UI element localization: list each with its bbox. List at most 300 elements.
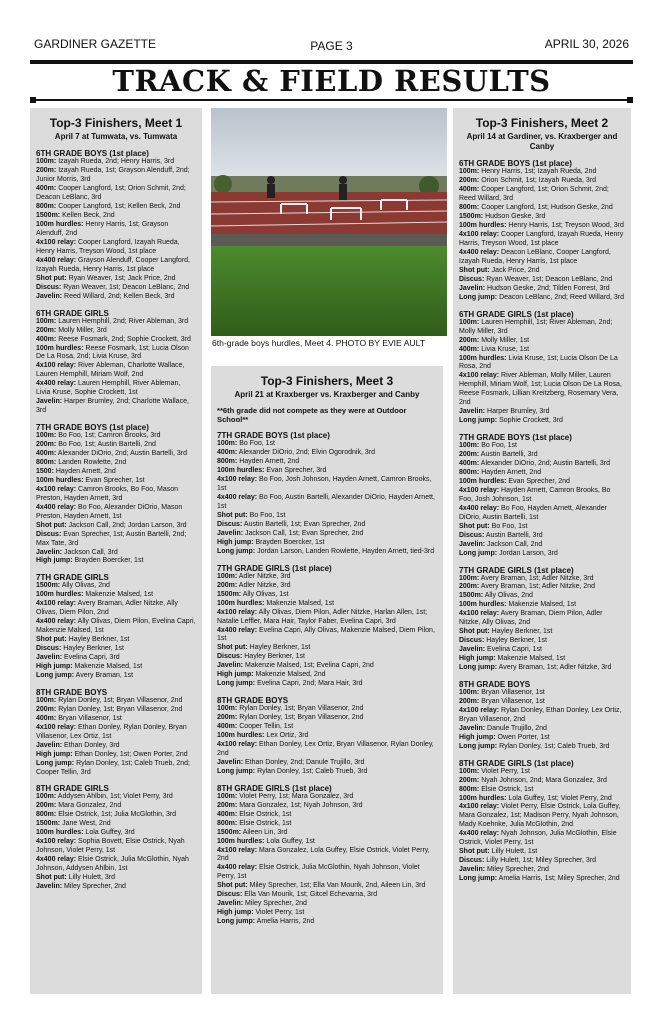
- event-finishers: Henry Harris, 1st; Treyson Wood, 3rd: [508, 222, 624, 230]
- event-result: [459, 777, 625, 786]
- event-result: [36, 591, 196, 600]
- event-name: 1500m:: [36, 820, 61, 828]
- event-finishers: Bryan Villasenor, 1st: [58, 714, 122, 722]
- event-name: 100m hurdles:: [217, 599, 265, 607]
- event-result: [459, 830, 625, 848]
- event-finishers: Camron Brooks, Bo Foo, Mason Preston, Hayden Arnett, 3rd: [36, 485, 179, 502]
- event-name: Shot put:: [459, 628, 490, 636]
- event-name: 800m:: [217, 458, 238, 466]
- event-finishers: Cooper Langford, 1st; Hudson Geske, 2nd: [481, 204, 613, 212]
- event-finishers: Molly Miller, 3rd: [58, 326, 107, 334]
- event-finishers: Elsie Ostrick, 1st: [239, 819, 292, 827]
- event-result: [36, 504, 196, 522]
- event-result: [459, 646, 625, 655]
- event-finishers: Austin Bartelli, 3rd: [485, 531, 543, 539]
- event-name: 100m:: [36, 158, 57, 166]
- event-name: 4x100 relay:: [459, 803, 500, 811]
- event-name: 100m:: [459, 168, 480, 176]
- event-name: 200m:: [459, 583, 480, 591]
- event-name: Javelin:: [459, 646, 486, 654]
- event-result: [36, 883, 196, 892]
- event-name: 4x400 relay:: [459, 248, 500, 256]
- event-name: 4x100 relay:: [36, 362, 77, 370]
- event-name: 100m hurdles:: [459, 477, 507, 485]
- event-name: Shot put:: [36, 274, 67, 282]
- event-name: 800m:: [36, 458, 57, 466]
- event-result: [36, 432, 196, 441]
- event-result: [217, 864, 437, 882]
- event-result: [36, 618, 196, 636]
- event-result: [217, 793, 437, 802]
- event-result: [36, 706, 196, 715]
- event-finishers: Evelina Capri, Ally Olivas, Makenzie Malsed, Diem Pilon, 1st: [217, 626, 435, 643]
- event-finishers: Bo Foo, 1st: [249, 512, 286, 520]
- event-finishers: Cooper Langford, Izayah Rueda, Henry Harris, Treyson Wood, 1st place: [36, 238, 180, 255]
- event-name: 400m:: [217, 810, 238, 818]
- event-name: Shot put:: [36, 874, 67, 882]
- headline: TRACK & FIELD RESULTS: [112, 64, 551, 98]
- event-finishers: Aileen Lin, 3rd: [242, 828, 288, 836]
- event-finishers: Austin Bartelli, 1st; Evan Sprecher, 2nd: [243, 520, 366, 528]
- event-result: [217, 900, 437, 909]
- event-finishers: Hayden Arnett, 2nd: [55, 467, 116, 475]
- event-name: Javelin:: [36, 883, 63, 891]
- event-name: 100m hurdles:: [36, 829, 84, 837]
- event-name: 4x400 relay:: [217, 494, 258, 502]
- event-finishers: Lola Guffey, 3rd: [85, 829, 135, 837]
- event-name: 200m:: [217, 714, 238, 722]
- event-finishers: Jordan Larson, 3rd: [499, 549, 558, 557]
- event-name: 200m:: [217, 801, 238, 809]
- event-finishers: Evelina Capri, 3rd: [64, 654, 120, 662]
- event-name: 100m:: [36, 696, 57, 704]
- event-name: 1500m:: [459, 592, 484, 600]
- event-name: Long jump:: [217, 680, 256, 688]
- event-result: [459, 689, 625, 698]
- event-result: [36, 275, 196, 284]
- event-finishers: Landen Rowlette, 2nd: [58, 458, 127, 466]
- event-result: [36, 486, 196, 504]
- event-result: [459, 725, 625, 734]
- event-finishers: Deacon LeBlanc, 2nd; Reed Willard, 3rd: [499, 293, 624, 301]
- event-result: [459, 664, 625, 673]
- event-finishers: Izayah Rueda, 1st; Grayson Alenduff, 2nd; Junior Morris, 3rd: [36, 167, 190, 184]
- event-name: 200m:: [36, 802, 57, 810]
- section-heading: 8TH GRADE BOYS: [459, 680, 531, 689]
- event-result: [36, 672, 196, 681]
- event-result: [459, 698, 625, 707]
- event-name: 4x400 relay:: [217, 864, 258, 872]
- event-result: [217, 714, 437, 723]
- event-finishers: Hayden Arnett, Camron Brooks, Bo Foo, Josh Johnson, 1st: [459, 486, 611, 503]
- event-name: 800m:: [459, 785, 480, 793]
- event-finishers: Ryan Weaver, 1st; Deacon LeBlanc, 2nd: [63, 283, 190, 291]
- event-finishers: Violet Perry, 1st; Mara Gonzalez, 3rd: [239, 792, 354, 800]
- event-result: [36, 212, 196, 221]
- event-finishers: Avery Braman, 1st: [75, 671, 134, 679]
- event-result: [36, 239, 196, 257]
- event-finishers: Lauren Hemphill, River Ableman, Livia Kruse, Sophie Crockett, 1st: [36, 380, 181, 397]
- event-result: [36, 874, 196, 883]
- event-result: [217, 609, 437, 627]
- event-name: 200m:: [459, 697, 480, 705]
- event-finishers: Amelia Harris, 1st; Miley Sprecher, 2nd: [498, 875, 620, 883]
- event-finishers: Hayley Berkner, 1st: [491, 628, 553, 636]
- event-result: [217, 741, 437, 759]
- event-result: [217, 891, 437, 900]
- event-name: Javelin:: [217, 662, 244, 670]
- event-name: Discus:: [36, 283, 62, 291]
- section-heading: 6TH GRADE BOYS (1st place): [459, 159, 572, 169]
- event-name: 100m hurdles:: [459, 601, 507, 609]
- event-finishers: Kellen Beck, 2nd: [62, 212, 115, 220]
- event-result: [459, 346, 625, 355]
- section-heading: 6TH GRADE GIRLS (1st place): [459, 309, 574, 319]
- event-result: [459, 601, 625, 610]
- event-result: [459, 866, 625, 875]
- event-finishers: Orion Schmit, 1st; Izayah Rueda, 3rd: [481, 177, 596, 185]
- event-finishers: Ethan Donley, Rylan Donley, Bryan Villasenor, Lex Ortiz, 1st: [36, 723, 187, 740]
- event-result: [36, 477, 196, 486]
- event-finishers: Cooper Langford, 1st; Orion Schmit, 2nd; Deacon LeBlanc, 3rd: [36, 185, 186, 202]
- event-finishers: Brayden Boercker, 1st: [255, 538, 325, 546]
- event-finishers: Makenzie Malsed, 2nd: [255, 671, 326, 679]
- event-result: [36, 838, 196, 856]
- event-finishers: Lex Ortiz, 3rd: [266, 732, 309, 740]
- event-name: 200m:: [36, 705, 57, 713]
- event-result: [459, 267, 625, 276]
- event-name: 200m:: [36, 167, 57, 175]
- event-finishers: Miley Sprecher, 2nd: [245, 900, 307, 908]
- event-finishers: Avery Braman, Diem Pilon, Adler Nitzke, Ally Olivas, 2nd: [459, 610, 603, 627]
- event-finishers: Harper Brumley, 3rd: [487, 408, 550, 416]
- event-name: Shot put:: [217, 882, 248, 890]
- event-finishers: Hudson Geske, 3rd: [485, 213, 546, 221]
- event-name: 100m:: [217, 705, 238, 713]
- event-name: Javelin:: [217, 758, 244, 766]
- event-result: [36, 856, 196, 874]
- event-result: [217, 829, 437, 838]
- event-result: [217, 882, 437, 891]
- event-finishers: Alexander DiOrio, 2nd; Elvin Ogorodnik, 3rd: [238, 449, 375, 457]
- event-result: [36, 697, 196, 706]
- event-finishers: Jane West, 2nd: [62, 820, 111, 828]
- event-finishers: River Ableman, Molly Miller, Lauren Hemphill, Miriam Wolf, 1st; Lucia Olson De La Rosa, Reese Fosmark, Lillian Kreitzberg, Rosemary Vera, 2nd: [459, 372, 622, 407]
- event-result: [459, 550, 625, 559]
- event-result: [459, 487, 625, 505]
- photo-caption: 6th-grade boys hurdles, Meet 4. PHOTO BY EVIE AULT: [212, 338, 426, 348]
- event-finishers: Owen Porter, 1st: [497, 733, 550, 741]
- event-name: Javelin:: [217, 900, 244, 908]
- event-finishers: Lilly Hulett, 3rd: [68, 874, 115, 882]
- event-name: 200m:: [36, 441, 57, 449]
- event-name: 400m:: [459, 345, 480, 353]
- event-result: [36, 345, 196, 363]
- event-result: [459, 294, 625, 303]
- event-result: [459, 168, 625, 177]
- event-finishers: Henry Harris, 1st; Izayah Rueda, 2nd: [481, 168, 597, 176]
- section-heading: 7TH GRADE BOYS (1st place): [36, 423, 149, 433]
- event-result: [36, 751, 196, 760]
- section-heading: 8TH GRADE GIRLS: [36, 784, 109, 794]
- event-finishers: Bo Foo, 1st; Austin Bartelli, 2nd: [58, 441, 156, 449]
- event-finishers: Makenzie Malsed, 1st: [74, 663, 143, 670]
- event-finishers: Avery Braman, 1st; Adler Nitzke, 3rd: [498, 664, 612, 672]
- event-result: [217, 811, 437, 820]
- event-name: Javelin:: [459, 866, 486, 874]
- event-result: [217, 548, 437, 557]
- event-finishers: Hayley Berkner, 1st: [244, 653, 305, 661]
- event-result: [36, 450, 196, 459]
- meet-note: **6th grade did not compete as they were at Outdoor School**: [217, 406, 407, 425]
- event-result: [459, 707, 625, 725]
- event-name: Long jump:: [459, 742, 498, 750]
- event-result: [36, 531, 196, 549]
- page-number: PAGE 3: [310, 39, 353, 53]
- meet2-column: [453, 108, 631, 994]
- event-finishers: Jordan Larson, Landen Rowlette, Hayden Arnett, tied-3rd: [257, 547, 435, 555]
- event-name: 4x400 relay:: [459, 830, 500, 838]
- event-finishers: Rylan Donley, 1st; Bryan Villasenor, 2nd: [58, 705, 183, 713]
- event-finishers: Deacon LeBlanc, Cooper Langford, Izayah Rueda, Henry Harris, 1st place: [459, 248, 611, 265]
- event-name: Javelin:: [459, 408, 486, 416]
- event-finishers: Ryan Weaver, 1st; Jack Price, 2nd: [68, 274, 176, 282]
- event-finishers: Izayah Rueda, 2nd; Henry Harris, 3rd: [58, 158, 175, 166]
- section-heading: 7TH GRADE GIRLS: [36, 573, 109, 583]
- event-name: High jump:: [459, 733, 496, 741]
- event-name: 100m:: [459, 574, 480, 582]
- event-finishers: Lilly Hulett, 1st; Miley Sprecher, 3rd: [486, 857, 596, 865]
- event-result: [36, 600, 196, 618]
- event-name: 100m:: [459, 318, 480, 326]
- event-finishers: Violet Perry, 1st: [481, 767, 530, 775]
- event-result: [459, 875, 625, 884]
- meet-title: Top-3 Finishers, Meet 1: [49, 116, 183, 130]
- event-name: 4x100 relay:: [217, 608, 258, 616]
- event-finishers: Miley Sprecher, 2nd: [487, 866, 549, 874]
- event-result: [36, 293, 196, 302]
- event-result: [217, 732, 437, 741]
- event-finishers: Danule Trujillo, 2nd: [487, 724, 547, 732]
- event-name: 800m:: [459, 204, 480, 212]
- event-result: [459, 637, 625, 646]
- event-finishers: Harper Brumley, 2nd; Charlotte Wallace, 3rd: [36, 398, 189, 415]
- event-name: 4x400 relay:: [36, 618, 77, 626]
- event-name: Long jump:: [459, 549, 498, 557]
- event-name: Javelin:: [217, 529, 244, 537]
- meet3-column: [211, 366, 443, 994]
- event-result: [217, 458, 437, 467]
- event-result: [36, 257, 196, 275]
- event-finishers: Elsie Ostrick, 1st: [481, 785, 534, 793]
- event-finishers: Rylan Donley, 1st; Caleb Trueb, 3rd: [257, 767, 368, 775]
- event-result: [36, 760, 196, 778]
- event-name: Javelin:: [459, 540, 486, 548]
- event-finishers: Violet Perry, 1st: [255, 909, 305, 917]
- event-finishers: Rylan Donley, 1st; Bryan Villasenor, 2nd: [239, 714, 364, 722]
- event-finishers: Elsie Ostrick, Julia McGlothin, Nyah Johnson, Violet Perry, 1st: [217, 864, 420, 881]
- event-finishers: Nyah Johnson, 2nd; Mara Gonzalez, 3rd: [481, 776, 607, 784]
- event-finishers: Sophia Bovett, Elsie Ostrick, Nyah Johnson, Violet Perry, 1st: [36, 838, 185, 855]
- event-name: Discus:: [36, 645, 62, 653]
- event-name: 800m:: [36, 811, 57, 819]
- event-result: [36, 158, 196, 167]
- event-name: 200m:: [459, 776, 480, 784]
- event-result: [459, 795, 625, 804]
- event-finishers: Ryan Weaver, 1st; Deacon LeBlanc, 2nd: [486, 275, 613, 283]
- event-name: 4x100 relay:: [459, 610, 500, 618]
- event-finishers: Ethan Donley, Lex Ortiz, Bryan Villasenor, Rylan Donley, 2nd: [217, 740, 434, 757]
- event-name: Javelin:: [36, 654, 63, 662]
- event-finishers: Evan Sprecher, 1st: [85, 476, 145, 484]
- event-finishers: Rylan Donley, 1st; Bryan Villasenor, 2nd: [239, 705, 364, 713]
- event-finishers: Alexander DiOrio, 2nd; Austin Bartelli, 3rd: [480, 460, 610, 468]
- event-result: [217, 600, 437, 609]
- event-result: [36, 802, 196, 811]
- event-result: [217, 521, 437, 530]
- event-name: Discus:: [459, 531, 485, 539]
- event-name: Long jump:: [36, 671, 75, 679]
- event-result: [217, 723, 437, 732]
- event-finishers: Hayley Berkner, 1st: [486, 637, 547, 645]
- event-result: [459, 857, 625, 866]
- event-finishers: Cooper Tellin, 1st: [239, 723, 294, 731]
- event-finishers: Hayley Berkner, 1st: [68, 636, 130, 644]
- event-name: 100m:: [217, 792, 238, 800]
- paper-name: GARDINER GAZETTE: [34, 37, 157, 51]
- event-result: [459, 408, 625, 417]
- event-finishers: Makenzie Malsed, 1st: [85, 591, 154, 599]
- event-result: [217, 847, 437, 865]
- event-name: 400m:: [36, 714, 57, 722]
- event-name: Long jump:: [459, 293, 498, 301]
- meet-subtitle: April 21 at Kraxberger vs. Kraxberger and Canby: [234, 390, 420, 400]
- event-finishers: Grayson Alenduff, Cooper Langford, Izayah Rueda, Henry Harris, 1st place: [36, 256, 190, 273]
- event-finishers: Livia Kruse, 1st: [481, 345, 530, 353]
- event-name: 200m:: [459, 451, 480, 459]
- event-finishers: Ally Olivas, 1st: [242, 590, 289, 598]
- event-result: [217, 494, 437, 512]
- event-name: High jump:: [36, 750, 73, 758]
- event-finishers: Rylan Donley, Ethan Donley, Lex Ortiz, Bryan Villasenor, 2nd: [459, 706, 622, 723]
- event-result: [36, 221, 196, 239]
- event-result: [36, 327, 196, 336]
- event-name: 4x100 relay:: [459, 486, 500, 494]
- event-result: [459, 276, 625, 285]
- event-result: [459, 786, 625, 795]
- event-name: 200m:: [36, 326, 57, 334]
- event-result: [459, 505, 625, 523]
- event-finishers: Lauren Hemphill, 2nd; River Ableman, 3rd: [58, 317, 189, 325]
- event-finishers: Bo Foo, 1st: [239, 440, 275, 448]
- event-finishers: Evan Sprecher, 1st; Austin Bartelli, 2nd; Max Tate, 3rd: [36, 530, 187, 547]
- event-finishers: Bo Foo, 1st: [491, 522, 528, 530]
- event-finishers: Miley Sprecher, 2nd: [64, 883, 126, 891]
- event-name: Long jump:: [459, 417, 498, 425]
- event-finishers: Jackson Call, 2nd; Jordan Larson, 3rd: [68, 521, 187, 529]
- event-finishers: Mara Gonzalez, 1st; Nyah Johnson, 3rd: [239, 801, 363, 809]
- event-name: High jump:: [459, 655, 496, 663]
- event-finishers: Miley Sprecher, 1st; Ella Van Mourik, 2nd, Aileen Lin, 3rd: [249, 882, 426, 890]
- event-result: [217, 449, 437, 458]
- event-finishers: Jackson Call, 2nd: [487, 540, 543, 548]
- event-result: [459, 451, 625, 460]
- event-result: [36, 468, 196, 477]
- event-result: [459, 372, 625, 408]
- event-finishers: Ally Olivas, Diem Pilon, Adler Nitzke, Harlan Allen, 1st; Natalie Leffler, Mara Hair, Taylor Faber, Evelina Capri, 3rd: [217, 608, 428, 625]
- event-name: Shot put:: [459, 848, 490, 856]
- event-name: 400m:: [36, 335, 57, 343]
- event-name: Long jump:: [459, 664, 498, 672]
- event-result: [217, 627, 437, 645]
- event-name: 400m:: [36, 185, 57, 193]
- event-result: [459, 204, 625, 213]
- event-name: 4x400 relay:: [217, 626, 258, 634]
- event-name: High jump:: [36, 663, 73, 670]
- event-finishers: Adler Nitzke, 3rd: [238, 572, 291, 580]
- event-name: Javelin:: [459, 284, 486, 292]
- event-finishers: Molly Miller, 1st: [481, 336, 530, 344]
- event-result: [36, 203, 196, 212]
- event-result: [459, 186, 625, 204]
- event-finishers: Avery Braman, Adler Nitzke, Ally Olivas, Diem Pilon, 2nd: [36, 600, 178, 617]
- event-result: [217, 591, 437, 600]
- event-result: [36, 167, 196, 185]
- event-name: Shot put:: [459, 522, 490, 530]
- event-finishers: Lauren Hemphill, 1st; River Ableman, 2nd; Molly Miller, 3rd: [459, 318, 613, 335]
- event-result: [36, 318, 196, 327]
- event-finishers: Hudson Geske, 2nd; Tilden Forrest, 3rd: [487, 284, 610, 292]
- event-result: [459, 532, 625, 541]
- event-name: 100m:: [459, 442, 480, 450]
- event-name: High jump:: [217, 671, 254, 679]
- event-result: [459, 319, 625, 337]
- event-finishers: Lola Guffey, 1st; Violet Perry, 2nd: [508, 794, 612, 802]
- event-finishers: Bo Foo, Alexander DiOrio, Mason Preston, Hayden Arnett, 1st: [36, 503, 183, 520]
- event-result: [36, 380, 196, 398]
- event-name: Discus:: [459, 275, 485, 283]
- meet-subtitle: April 7 at Tumwata, vs. Tumwata: [54, 132, 178, 142]
- event-name: 4x100 relay:: [36, 485, 77, 493]
- event-name: 100m hurdles:: [459, 222, 507, 230]
- event-name: Long jump:: [459, 875, 498, 883]
- event-name: Long jump:: [217, 547, 256, 555]
- event-finishers: Ethan Donley, 1st; Owen Porter, 2nd: [74, 750, 188, 758]
- meet1-column: [30, 108, 202, 994]
- section-heading: 7TH GRADE BOYS (1st place): [459, 433, 572, 443]
- event-name: Discus:: [217, 653, 243, 661]
- event-finishers: Jackson Call, 3rd: [64, 548, 118, 556]
- event-name: 100m hurdles:: [36, 591, 84, 599]
- event-finishers: Bo Foo, 1st; Camron Brooks, 3rd: [58, 432, 161, 440]
- event-result: [36, 742, 196, 751]
- event-name: Discus:: [217, 891, 243, 899]
- event-result: [36, 557, 196, 566]
- event-result: [36, 522, 196, 531]
- event-finishers: Nyah Johnson, Julia McGlothin, Elsie Ostrick, Violet Perry, 1st: [459, 830, 617, 847]
- event-result: [459, 848, 625, 857]
- event-result: [217, 467, 437, 476]
- event-name: Javelin:: [36, 292, 63, 300]
- event-finishers: Violet Perry, Elsie Ostrick, Lola Guffey, Mara Gonzalez, 1st; Madison Perry, Nyah Johnson, Mady Koehnke, Julia McGlothin, 2nd: [459, 803, 621, 829]
- event-name: Shot put:: [217, 644, 248, 652]
- event-name: Shot put:: [459, 266, 490, 274]
- event-name: Shot put:: [36, 521, 67, 529]
- event-finishers: Avery Braman, 1st; Adler Nitzke, 3rd: [480, 574, 594, 582]
- event-result: [459, 460, 625, 469]
- event-finishers: Evelina Capri, 1st: [487, 646, 542, 654]
- event-name: 4x100 relay:: [459, 372, 500, 380]
